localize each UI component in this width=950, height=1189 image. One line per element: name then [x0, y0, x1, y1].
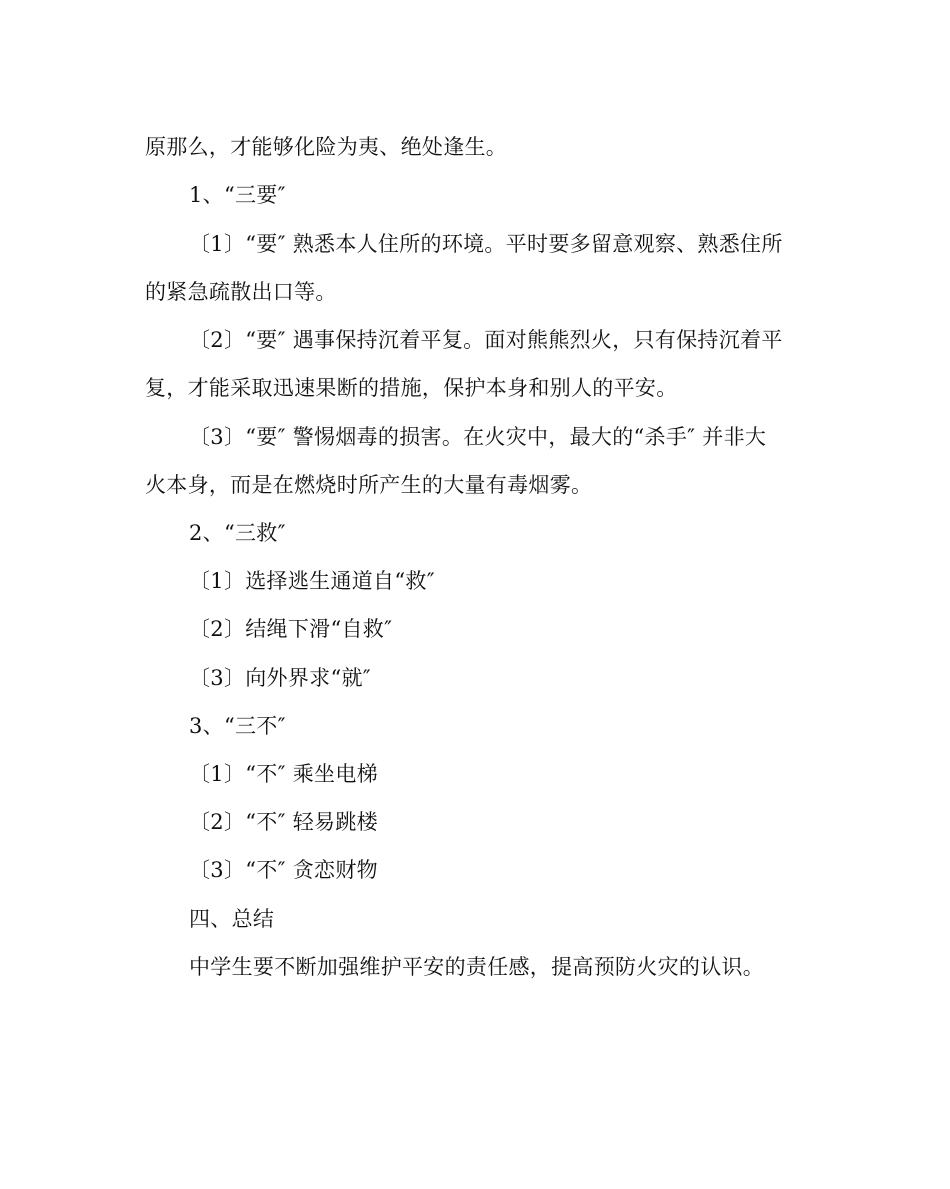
- paragraph-line: 〔2〕“要″ 遇事保持沉着平复。面对熊熊烈火，只有保持沉着平: [189, 328, 783, 352]
- paragraph-line: 的紧急疏散出口等。: [145, 280, 337, 304]
- list-item: 〔1〕“不″ 乘坐电梯: [189, 762, 378, 786]
- list-item: 〔2〕“不″ 轻易跳楼: [189, 810, 378, 834]
- list-item: 〔1〕选择逃生通道自“救″: [189, 569, 435, 593]
- section-heading-san-yao: 1、“三要″: [189, 183, 286, 207]
- paragraph-line: 原那么，才能够化险为夷、绝处逢生。: [145, 135, 508, 159]
- list-item: 〔3〕“不″ 贪恋财物: [189, 858, 378, 882]
- section-heading-summary: 四、总结: [189, 907, 275, 931]
- section-heading-san-jiu: 2、“三救″: [189, 521, 286, 545]
- section-heading-san-bu: 3、“三不″: [189, 714, 286, 738]
- list-item: 〔3〕向外界求“就″: [189, 666, 371, 690]
- list-item: 〔2〕结绳下滑“自救″: [189, 617, 393, 641]
- paragraph-line: 〔1〕“要″ 熟悉本人住所的环境。平时要多留意观察、熟悉住所: [189, 232, 783, 256]
- paragraph-line: 〔3〕“要″ 警惕烟毒的损害。在火灾中，最大的“杀手″ 并非大: [189, 425, 767, 449]
- paragraph-line: 火本身，而是在燃烧时所产生的大量有毒烟雾。: [145, 473, 593, 497]
- paragraph-line: 复，才能采取迅速果断的措施，保护本身和别人的平安。: [145, 376, 678, 400]
- paragraph-line: 中学生要不断加强维护平安的责任感，提高预防火灾的认识。: [189, 955, 765, 979]
